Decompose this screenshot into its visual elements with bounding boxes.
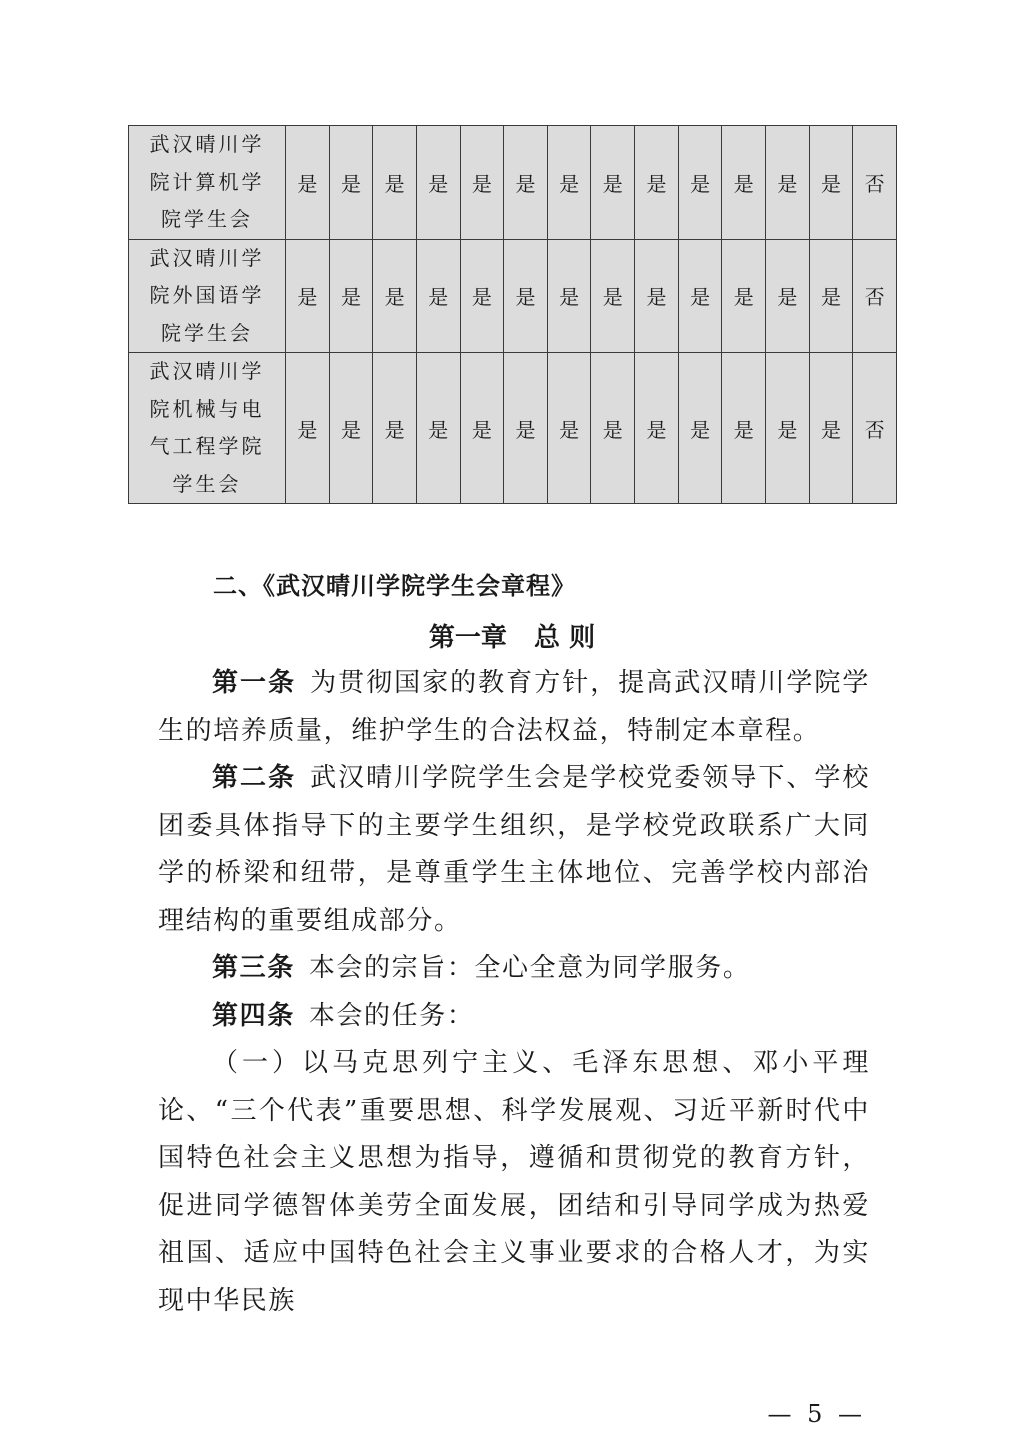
status-cell: 是 (460, 353, 504, 504)
status-cell: 否 (853, 239, 897, 353)
status-cell: 是 (809, 126, 853, 240)
status-cell: 是 (809, 353, 853, 504)
article-label: 第二条 (212, 763, 297, 793)
status-cell: 是 (722, 353, 766, 504)
article-text: 为贯彻国家的教育方针，提高武汉晴川学院学生的培养质量，维护学生的合法权益，特制定本章程。 (158, 668, 870, 746)
status-cell: 是 (635, 239, 679, 353)
status-cell: 是 (766, 239, 810, 353)
org-name-line: 院机械与电 (149, 396, 265, 421)
status-cell: 是 (635, 126, 679, 240)
table-row (129, 239, 897, 353)
org-name-line: 院外国语学 (149, 283, 265, 307)
status-cell: 是 (635, 353, 679, 504)
org-name-line: 院学生会 (161, 320, 253, 345)
org-name-cell (129, 126, 286, 240)
article-paragraph (158, 945, 870, 993)
article-text: （一）以马克思列宁主义、毛泽东思想、邓小平理论、“三个代表”重要思想、科学发展观、习近平新时代中国特色社会主义思想为指导，遵循和贯彻党的教育方针，促进同学德智体美劳全面发展，团结和引导同学成为热爱祖国、适应中国特色社会主义事业要求的合格人才，为实现中华民族 (158, 1048, 870, 1316)
article-label: 第三条 (212, 953, 295, 983)
status-cell: 是 (504, 353, 548, 504)
status-cell: 是 (678, 239, 722, 353)
article-paragraph (158, 755, 870, 945)
status-cell: 是 (547, 126, 591, 240)
status-table-container (128, 125, 897, 504)
org-name-line: 武汉晴川学 (149, 245, 265, 270)
status-cell: 是 (504, 126, 548, 240)
article-paragraph (158, 660, 870, 755)
org-name-line: 气工程学院 (149, 434, 265, 458)
article-paragraph (158, 1040, 870, 1325)
status-cell: 是 (504, 239, 548, 353)
article-text: 本会的宗旨：全心全意为同学服务。 (308, 953, 751, 983)
article-text: 武汉晴川学院学生会是学校党委领导下、学校团委具体指导下的主要学生组织，是学校党政联系广大同学的桥梁和纽带，是尊重学生主体地位、完善学校内部治理结构的重要组成部分。 (158, 763, 870, 936)
article-label: 第四条 (212, 1000, 295, 1031)
status-cell: 是 (286, 239, 330, 353)
status-cell: 是 (329, 126, 373, 240)
org-name-line: 学生会 (172, 471, 242, 496)
status-cell: 是 (722, 126, 766, 240)
status-cell: 是 (766, 353, 810, 504)
status-cell: 是 (547, 353, 591, 504)
status-cell: 是 (591, 239, 635, 353)
org-name-line: 院学生会 (161, 207, 253, 231)
article-text: 本会的任务： (308, 1000, 475, 1031)
status-cell: 是 (766, 126, 810, 240)
status-cell: 是 (329, 353, 373, 504)
table-row (129, 353, 897, 504)
status-cell: 是 (416, 353, 460, 504)
status-cell: 是 (286, 353, 330, 504)
section-heading: 二、《武汉晴川学院学生会章程》 (213, 572, 576, 600)
org-name-line: 武汉晴川学 (149, 132, 265, 156)
status-cell: 是 (678, 126, 722, 240)
status-cell: 是 (373, 126, 417, 240)
status-cell: 是 (678, 353, 722, 504)
status-cell: 否 (853, 353, 897, 504)
page-number: — 5 — (767, 1400, 866, 1428)
status-cell: 是 (547, 239, 591, 353)
org-name-line: 武汉晴川学 (149, 359, 265, 383)
org-name-cell (129, 239, 286, 353)
status-table (128, 125, 897, 504)
status-cell: 是 (591, 353, 635, 504)
table-row (129, 126, 897, 240)
org-name-line: 院计算机学 (149, 169, 265, 194)
status-cell: 是 (460, 239, 504, 353)
document-body (158, 660, 870, 1325)
org-name-cell (129, 353, 286, 504)
status-cell: 是 (416, 239, 460, 353)
status-cell: 是 (809, 239, 853, 353)
article-paragraph (158, 993, 870, 1041)
chapter-heading: 第一章 总 则 (428, 623, 596, 653)
status-cell: 是 (286, 126, 330, 240)
article-label: 第一条 (212, 668, 297, 698)
status-cell: 是 (373, 353, 417, 504)
status-cell: 是 (329, 239, 373, 353)
status-cell: 是 (373, 239, 417, 353)
status-cell: 否 (853, 126, 897, 240)
status-cell: 是 (591, 126, 635, 240)
status-cell: 是 (416, 126, 460, 240)
status-cell: 是 (460, 126, 504, 240)
status-cell: 是 (722, 239, 766, 353)
